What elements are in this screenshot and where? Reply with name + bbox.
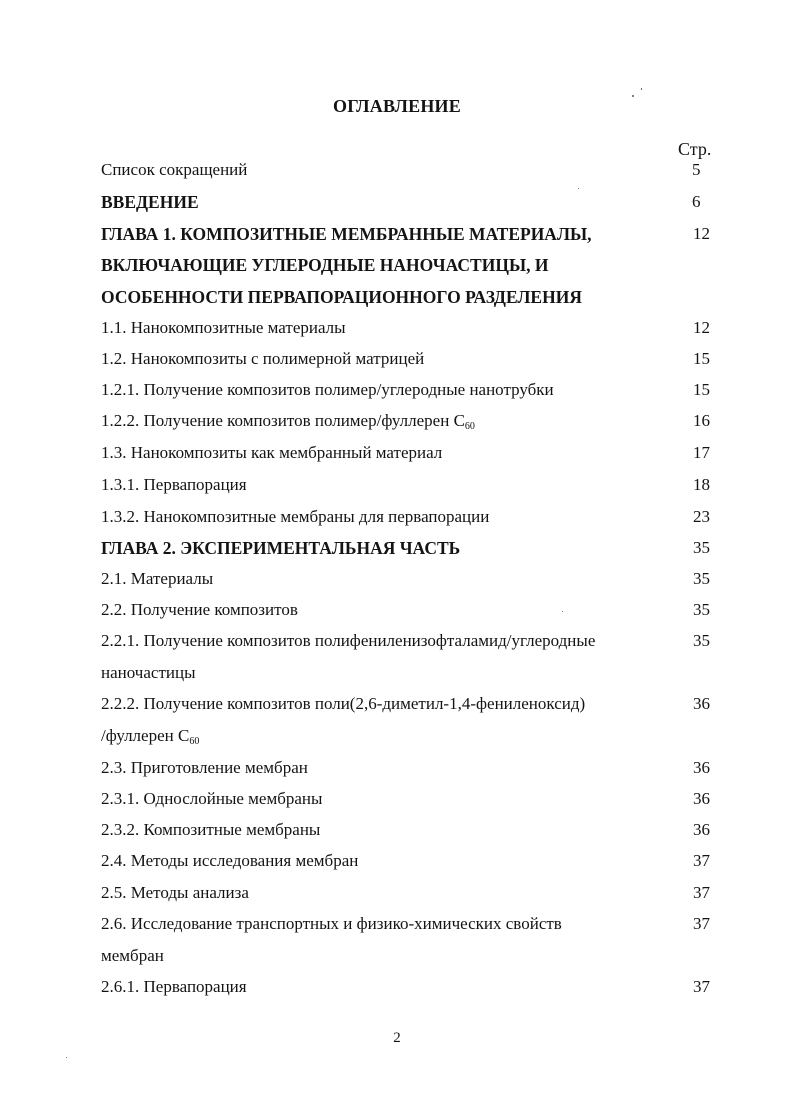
toc-entry-introduction: ВВЕДЕНИЕ <box>101 192 199 212</box>
toc-entry-chapter2: ГЛАВА 2. ЭКСПЕРИМЕНТАЛЬНАЯ ЧАСТЬ <box>101 538 461 558</box>
scan-speck <box>562 611 563 612</box>
toc-page-2-2-2: 36 <box>693 694 710 713</box>
toc-entry-2-2-2-line2 <box>101 725 721 747</box>
toc-page-1-3-1: 18 <box>693 475 710 494</box>
toc-page-introduction: 6 <box>692 192 701 211</box>
toc-entry-2-1: 2.1. Материалы <box>101 569 214 588</box>
toc-entry-2-2-1-line2: наночастицы <box>101 663 196 682</box>
toc-page-2-2: 35 <box>693 600 710 619</box>
subscript-60: 60 <box>189 736 200 747</box>
toc-page-2-3-1: 36 <box>693 789 710 808</box>
toc-entry-1-2-2 <box>101 410 721 432</box>
toc-entry-1-3-2: 1.3.2. Нанокомпозитные мембраны для первапорации <box>101 507 490 526</box>
toc-entry-2-6-line1: 2.6. Исследование транспортных и физико-химических свойств <box>101 914 562 933</box>
toc-title: ОГЛАВЛЕНИЕ <box>333 96 461 116</box>
page-column-header: Стр. <box>678 139 712 159</box>
toc-entry-1-3-1: 1.3.1. Первапорация <box>101 475 247 494</box>
toc-page-2-2-1: 35 <box>693 631 710 650</box>
toc-page-2-5: 37 <box>693 883 710 902</box>
toc-entry-2-3-2: 2.3.2. Композитные мембраны <box>101 820 321 839</box>
toc-entry-2-2-2-line1: 2.2.2. Получение композитов поли(2,6-диметил-1,4-фениленоксид) <box>101 694 586 713</box>
toc-page-1-3-2: 23 <box>693 507 710 526</box>
toc-entry-1-2-2-text: 1.2.2. Получение композитов полимер/фуллерен С <box>101 411 465 430</box>
toc-entry-2-2-1-line1: 2.2.1. Получение композитов полифениленизофталамид/углеродные <box>101 631 596 650</box>
toc-entry-2-4: 2.4. Методы исследования мембран <box>101 851 359 870</box>
scan-speck <box>632 95 634 97</box>
toc-entry-chapter1-line1: ГЛАВА 1. КОМПОЗИТНЫЕ МЕМБРАННЫЕ МАТЕРИАЛЫ, <box>101 224 592 244</box>
scan-speck <box>578 188 579 189</box>
toc-entry-2-5: 2.5. Методы анализа <box>101 883 249 902</box>
toc-page-1-3: 17 <box>693 443 710 462</box>
toc-entry-2-3: 2.3. Приготовление мембран <box>101 758 308 777</box>
scan-speck <box>66 1057 67 1058</box>
subscript-60: 60 <box>464 421 475 432</box>
toc-page-1-2-2: 16 <box>693 411 710 430</box>
toc-page-abbreviations: 5 <box>692 160 701 179</box>
toc-entry-chapter1-line3: ОСОБЕННОСТИ ПЕРВАПОРАЦИОННОГО РАЗДЕЛЕНИЯ <box>101 287 582 307</box>
toc-entry-abbreviations: Список сокращений <box>101 160 248 179</box>
toc-entry-1-3: 1.3. Нанокомпозиты как мембранный материал <box>101 443 443 462</box>
toc-page-2-6-1: 37 <box>693 977 710 996</box>
toc-entry-chapter1-line2: ВКЛЮЧАЮЩИЕ УГЛЕРОДНЫЕ НАНОЧАСТИЦЫ, И <box>101 255 549 275</box>
toc-entry-2-2: 2.2. Получение композитов <box>101 600 298 619</box>
toc-page-1-2-1: 15 <box>693 380 710 399</box>
toc-page-2-4: 37 <box>693 851 710 870</box>
toc-entry-2-6-line2: мембран <box>101 946 164 965</box>
toc-page-chapter2: 35 <box>693 538 710 557</box>
toc-page-1-2: 15 <box>693 349 710 368</box>
toc-page-2-1: 35 <box>693 569 710 588</box>
toc-entry-2-6-1: 2.6.1. Первапорация <box>101 977 247 996</box>
toc-page-2-3-2: 36 <box>693 820 710 839</box>
toc-page-2-6: 37 <box>693 914 710 933</box>
toc-entry-1-2: 1.2. Нанокомпозиты с полимерной матрицей <box>101 349 425 368</box>
page-number: 2 <box>393 1030 401 1046</box>
toc-page-chapter1: 12 <box>693 224 710 243</box>
toc-page-1-1: 12 <box>693 318 710 337</box>
scan-speck <box>641 88 642 90</box>
toc-entry-1-1: 1.1. Нанокомпозитные материалы <box>101 318 346 337</box>
toc-entry-2-3-1: 2.3.1. Однослойные мембраны <box>101 789 323 808</box>
toc-page-2-3: 36 <box>693 758 710 777</box>
toc-entry-1-2-1: 1.2.1. Получение композитов полимер/углеродные нанотрубки <box>101 380 554 399</box>
toc-entry-2-2-2-line2-text: /фуллерен С <box>101 726 190 745</box>
